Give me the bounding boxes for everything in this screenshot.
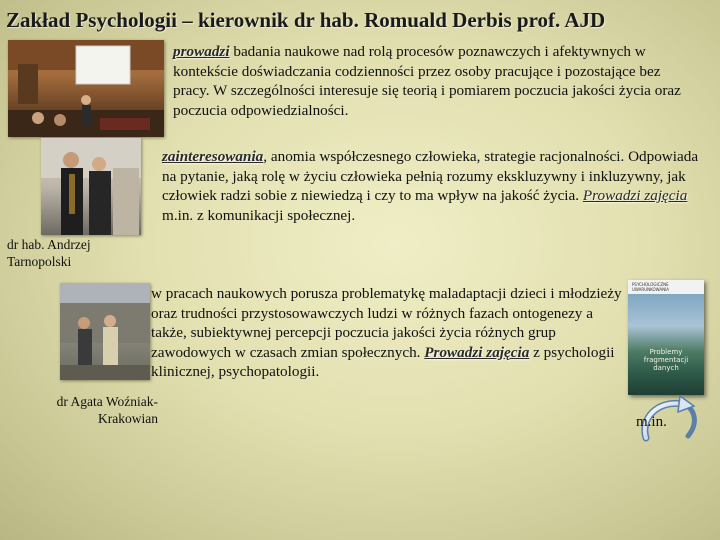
caption-agata-wozniak-krakowian bbox=[38, 393, 158, 427]
keyword-prowadzi: prowadzi bbox=[173, 43, 230, 60]
mi-label: m.in. bbox=[636, 414, 667, 430]
portrait-photo-agata-wozniak-krakowian bbox=[60, 283, 150, 380]
paragraph-wozniak-text-2: z psychologii klinicznej, psychopatologii. bbox=[151, 343, 615, 381]
caption-line-2: Krakowian bbox=[98, 411, 158, 426]
book-cover-image bbox=[628, 280, 704, 395]
book-cover-title: Problemy fragmentacji danych bbox=[643, 348, 689, 372]
paragraph-derbis-text: badania naukowe nad rolą procesów poznawczych i afektywnych w kontekście doświadczania codzienności przez osoby pracujące i pozostające bez pracy. W szczególności interesuje się teorią i pomiarem poczucia jakości życia oraz poczucia odpowiedzialności. bbox=[173, 43, 681, 119]
paragraph-wozniak-krakowian bbox=[151, 284, 631, 382]
keyword-zainteresowania: zainteresowania bbox=[162, 148, 264, 165]
paragraph-derbis bbox=[173, 42, 693, 120]
paragraph-tarnopolski-text-1: , anomia współczesnego człowieka, strategie racjonalności. Odpowiada na pytanie, jaką rolę w życiu człowieka pełnią rozumy ekskluzywny i inkluzywny, jak człowiek radzi sobie z niewiedzą i czy to ma wpływ na jakość życia. bbox=[162, 148, 699, 205]
caption-line-1: dr Agata Woźniak- bbox=[56, 394, 158, 409]
paragraph-tarnopolski bbox=[162, 147, 702, 225]
link-prowadzi-zajecia-2[interactable]: Prowadzi zajęcia bbox=[424, 343, 530, 361]
paragraph-wozniak-text-1: w pracach naukowych porusza problematykę maladaptacji dzieci i młodzieży oraz trudności przystosowawczych ludzi w różnych fazach ontogenezy a także, subiektywnej percepcji poczucia jakości życia różnych grup zawodowych w czasach zmian społecznych. bbox=[151, 285, 622, 361]
lecture-photo bbox=[8, 40, 164, 137]
slide-title: Zakład Psychologii – kierownik dr hab. Romuald Derbis prof. AJD bbox=[6, 8, 606, 32]
portrait-photo-andrzej-tarnopolski bbox=[41, 138, 141, 235]
link-prowadzi-zajecia-1[interactable]: Prowadzi zajęcia bbox=[582, 187, 688, 205]
book-cover-top-text: PSYCHOLOGICZNE UWARUNKOWANIA bbox=[632, 282, 670, 292]
caption-andrzej-tarnopolski: dr hab. Andrzej Tarnopolski bbox=[7, 237, 91, 269]
paragraph-tarnopolski-text-2: m.in. z komunikacji społecznej. bbox=[162, 206, 356, 224]
